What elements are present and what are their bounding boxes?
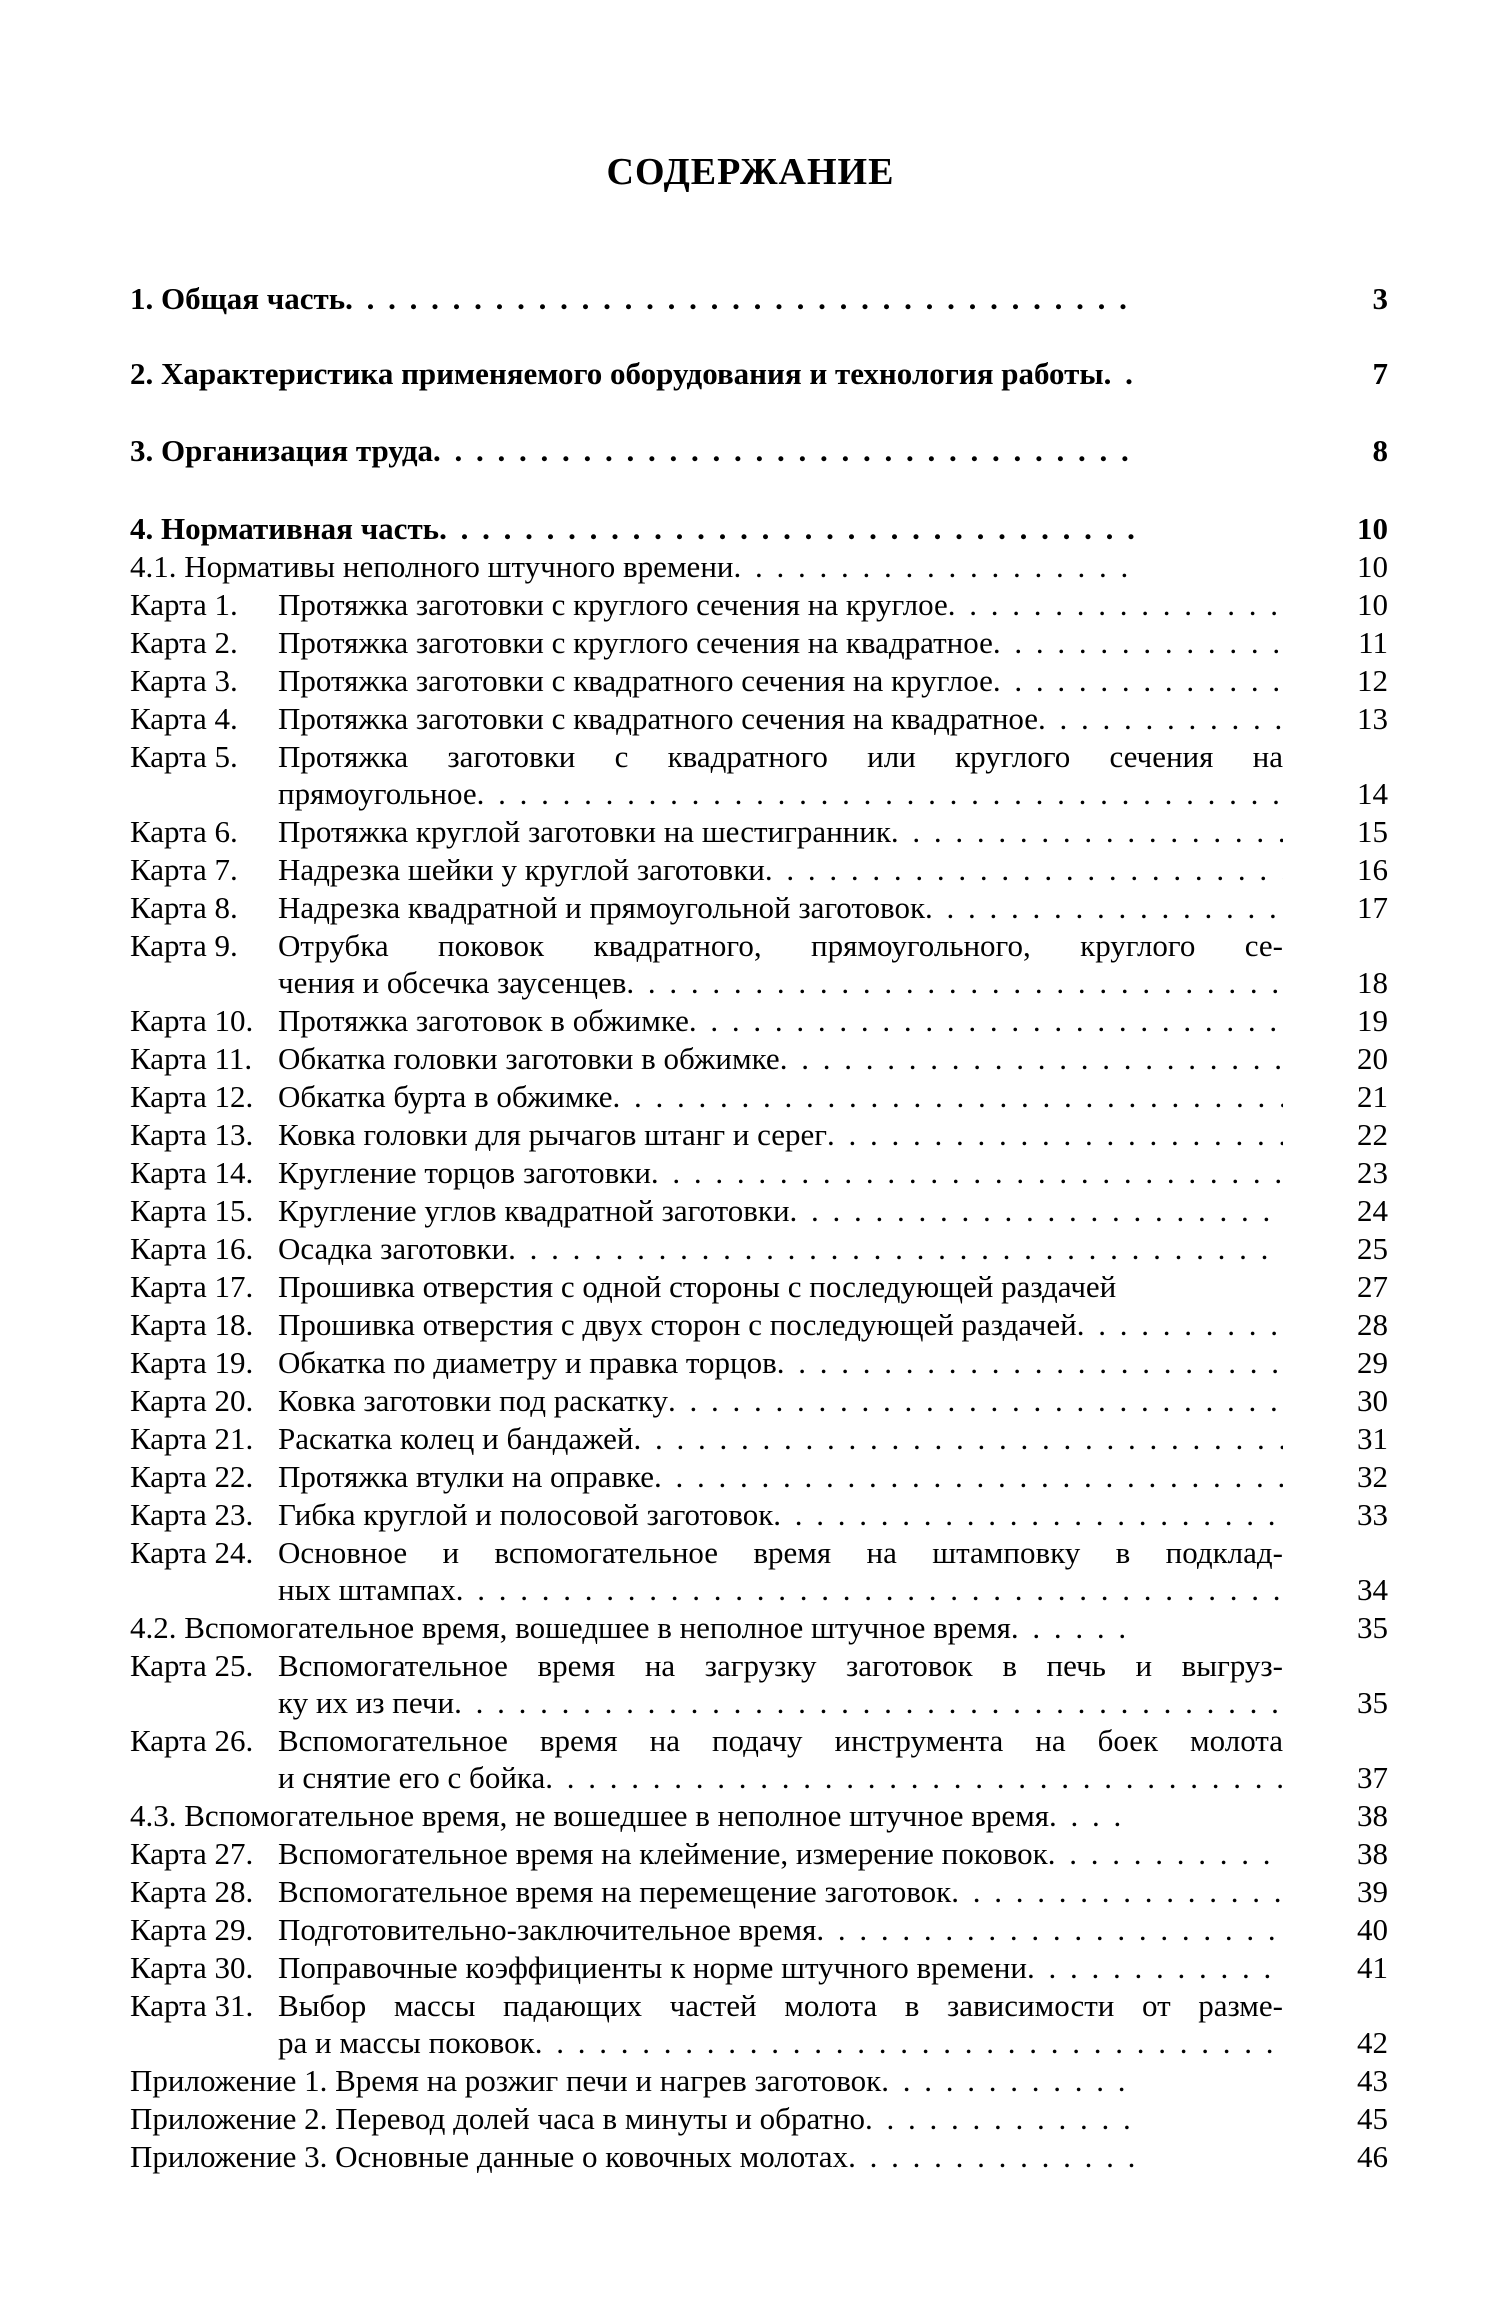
- toc-entry-text: [130, 355, 1135, 392]
- toc-entry-label: Карта 16.: [130, 1231, 254, 1266]
- dot-leader: [456, 1571, 1283, 1608]
- dot-leader: [508, 1230, 1283, 1267]
- dot-leader: [777, 1344, 1283, 1381]
- toc-entry: [130, 280, 1388, 317]
- toc-entry-title: 4. Нормативная часть: [130, 511, 440, 546]
- toc-entry-text: [278, 851, 1283, 888]
- toc-entry-title: Надрезка квадратной и прямоугольной заготовок: [278, 890, 926, 925]
- toc-entry-text-line-2: ра и массы поковок: [278, 2025, 535, 2060]
- toc-entry-label: Карта 13.: [130, 1117, 254, 1152]
- dot-leader: [1048, 1835, 1283, 1872]
- toc-entry: [130, 1458, 1388, 1495]
- page-number: 10: [1357, 549, 1388, 584]
- toc-entry-title: Прошивка отверстия с одной стороны с последующей раздачей: [278, 1269, 1117, 1304]
- toc-entry-label: Карта 30.: [130, 1950, 254, 1985]
- toc-entry: [130, 1534, 1388, 1608]
- toc-entry-title: Кругление углов квадратной заготовки: [278, 1193, 790, 1228]
- toc-entry-title: 4.3. Вспомогательное время, не вошедшее в неполное штучное время: [130, 1798, 1050, 1833]
- page-number: 40: [1357, 1912, 1388, 1947]
- page-number: 35: [1357, 1610, 1388, 1645]
- toc-entry-text: [278, 1116, 1283, 1153]
- toc-entry-text: [130, 2100, 1135, 2137]
- toc-entry-label: Карта 29.: [130, 1912, 254, 1947]
- page-number: 33: [1357, 1497, 1388, 1532]
- dot-leader: [1027, 1949, 1283, 1986]
- toc-entry-label: Карта 19.: [130, 1345, 254, 1380]
- dot-leader: [773, 1496, 1283, 1533]
- toc-entry-text-line-1: Основное и вспомогательное время на штамповку в подклад-: [278, 1535, 1283, 1570]
- dot-leader: [865, 2100, 1135, 2137]
- toc-entry-text: [278, 1382, 1283, 1419]
- toc-entry-text: [130, 2138, 1135, 2175]
- dot-leader: [1011, 1609, 1135, 1646]
- toc-entry: [130, 813, 1388, 850]
- toc-entry-text: [278, 700, 1283, 737]
- toc-entry-label: Карта 10.: [130, 1003, 254, 1038]
- toc-entry-label: Карта 28.: [130, 1874, 254, 1909]
- toc-entry: [130, 1382, 1388, 1419]
- toc-entry-text: [278, 1458, 1283, 1495]
- toc-entry-text: [278, 1040, 1283, 1077]
- page-number: 28: [1357, 1307, 1388, 1342]
- dot-leader: [613, 1078, 1283, 1115]
- page-number: 22: [1357, 1117, 1388, 1152]
- dot-leader: [790, 1192, 1283, 1229]
- toc-entry-text: [278, 586, 1283, 623]
- toc-entry: [130, 1420, 1388, 1457]
- page-number: 46: [1357, 2139, 1388, 2174]
- toc-entry-label: Карта 6.: [130, 814, 238, 849]
- toc-entry-text: [278, 1154, 1283, 1191]
- page-number: 37: [1357, 1760, 1388, 1795]
- toc-entry-title: Протяжка заготовки с круглого сечения на квадратное: [278, 625, 993, 660]
- page-number: 20: [1357, 1041, 1388, 1076]
- toc-entry-label: Карта 18.: [130, 1307, 254, 1342]
- dot-leader: [477, 775, 1283, 812]
- toc-entry-text: [278, 813, 1283, 850]
- toc-entry: [130, 662, 1388, 699]
- toc-entry-text: [278, 662, 1283, 699]
- toc-entry-text-line-2: прямоугольное: [278, 776, 477, 811]
- toc-entry-text-line-1: Протяжка заготовки с квадратного или круглого сечения на: [278, 739, 1283, 774]
- toc-entry-text-line-1: Отрубка поковок квадратного, прямоугольного, круглого се-: [278, 928, 1283, 963]
- dot-leader: [948, 586, 1283, 623]
- toc-entry-label: Карта 27.: [130, 1836, 254, 1871]
- toc-entry-text: [130, 510, 1135, 547]
- toc-entry-text: [130, 548, 1135, 585]
- toc-entry-label: Карта 31.: [130, 1988, 254, 2023]
- toc-entry: [130, 700, 1388, 737]
- toc-entry-title: 3. Организация труда: [130, 433, 434, 468]
- page-number: 43: [1357, 2063, 1388, 2098]
- page-number: 27: [1357, 1269, 1388, 1304]
- toc-entry-label: Карта 25.: [130, 1648, 254, 1683]
- toc-entry: [130, 1797, 1388, 1834]
- dot-leader: [993, 662, 1283, 699]
- toc-entry-title: Протяжка заготовки с квадратного сечения на круглое: [278, 663, 993, 698]
- dot-leader: [535, 2024, 1283, 2061]
- page-number: 15: [1357, 814, 1388, 849]
- dot-leader: [651, 1154, 1283, 1191]
- toc-entry-title: Приложение 3. Основные данные о ковочных молотах: [130, 2139, 849, 2174]
- toc-entry-title: Подготовительно-заключительное время: [278, 1912, 817, 1947]
- page-number: 3: [1372, 281, 1388, 316]
- page-number: 39: [1357, 1874, 1388, 1909]
- toc-entry-label: Карта 3.: [130, 663, 238, 698]
- toc-entry-label: Карта 12.: [130, 1079, 254, 1114]
- toc-entry-text: [278, 624, 1283, 661]
- dot-leader: [1104, 355, 1135, 392]
- page-number: 12: [1357, 663, 1388, 698]
- toc-entry: [130, 510, 1388, 547]
- toc-entry: [130, 624, 1388, 661]
- dot-leader: [765, 851, 1283, 888]
- toc-entry-text: [278, 1420, 1283, 1457]
- dot-leader: [993, 624, 1283, 661]
- toc-entry-label: Карта 2.: [130, 625, 238, 660]
- toc-entry: [130, 586, 1388, 623]
- toc-entry-title: Протяжка заготовки с квадратного сечения на квадратное: [278, 701, 1039, 736]
- toc-entry-text: [278, 1722, 1283, 1796]
- page-number: 30: [1357, 1383, 1388, 1418]
- toc-entry: [130, 1230, 1388, 1267]
- dot-leader: [734, 548, 1135, 585]
- toc-entry: [130, 1154, 1388, 1191]
- toc-entry: [130, 889, 1388, 926]
- page-number: 32: [1357, 1459, 1388, 1494]
- page-number: 23: [1357, 1155, 1388, 1190]
- toc-entry-text: [278, 1949, 1283, 1986]
- toc-entry-text-line-2: ных штампах: [278, 1572, 456, 1607]
- toc-entry-label: Карта 4.: [130, 701, 238, 736]
- page-title: СОДЕРЖАНИЕ: [606, 151, 895, 193]
- dot-leader: [439, 510, 1135, 547]
- toc-entry-title: 4.1. Нормативы неполного штучного времени: [130, 549, 734, 584]
- toc-entry-text: [278, 927, 1283, 1001]
- toc-entry: [130, 548, 1388, 585]
- toc-entry-text: [278, 1873, 1283, 1910]
- toc-entry: [130, 851, 1388, 888]
- toc-entry-title: 2. Характеристика применяемого оборудования и технология работы: [130, 356, 1104, 391]
- toc-entry-text: [278, 1268, 1283, 1305]
- toc-entry-title: 4.2. Вспомогательное время, вошедшее в неполное штучное время: [130, 1610, 1011, 1645]
- toc-entry-title: Обкатка бурта в обжимке: [278, 1079, 613, 1114]
- dot-leader: [633, 1420, 1283, 1457]
- toc-entry-label: Карта 11.: [130, 1041, 253, 1076]
- dot-leader: [626, 964, 1283, 1001]
- toc-entry-label: Карта 21.: [130, 1421, 254, 1456]
- page-number: 10: [1357, 511, 1388, 546]
- toc-entry-text: [130, 1797, 1135, 1834]
- toc-entry-label: Карта 1.: [130, 587, 238, 622]
- toc-entry-label: Карта 26.: [130, 1723, 254, 1758]
- toc-entry: [130, 738, 1388, 812]
- toc-entry: [130, 1647, 1388, 1721]
- toc-entry-label: Карта 23.: [130, 1497, 254, 1532]
- page-number: 11: [1358, 625, 1388, 660]
- toc-entry-title: Протяжка заготовки с круглого сечения на круглое: [278, 587, 948, 622]
- toc-entry-text: [130, 432, 1135, 469]
- toc-entry: [130, 2062, 1388, 2099]
- toc-entry: [130, 1949, 1388, 1986]
- toc-entry: [130, 1268, 1388, 1305]
- toc-entry-title: Приложение 2. Перевод долей часа в минуты и обратно: [130, 2101, 866, 2136]
- dot-leader: [780, 1040, 1283, 1077]
- toc-entry-title: Приложение 1. Время на розжиг печи и нагрев заготовок: [130, 2063, 882, 2098]
- toc-entry-text: [278, 1534, 1283, 1608]
- toc-entry-text: [130, 280, 1135, 317]
- toc-entry-text: [278, 1987, 1283, 2061]
- toc-entry-text: [130, 1609, 1135, 1646]
- toc-entry-label: Карта 15.: [130, 1193, 254, 1228]
- page-number: 29: [1357, 1345, 1388, 1380]
- dot-leader: [881, 2062, 1135, 2099]
- page-number: 21: [1357, 1079, 1388, 1114]
- dot-leader: [816, 1911, 1283, 1948]
- toc-entry-title: Осадка заготовки: [278, 1231, 509, 1266]
- page-number: 34: [1357, 1572, 1388, 1607]
- toc-entry-text: [278, 1192, 1283, 1229]
- page-number: 17: [1357, 890, 1388, 925]
- toc-entry-text: [278, 1647, 1283, 1721]
- toc-entry-title: Ковка головки для рычагов штанг и серег: [278, 1117, 827, 1152]
- dot-leader: [433, 432, 1135, 469]
- dot-leader: [1049, 1797, 1135, 1834]
- toc-entry: [130, 2100, 1388, 2137]
- dot-leader: [1077, 1306, 1283, 1343]
- page-number: 24: [1357, 1193, 1388, 1228]
- toc-entry-text: [278, 738, 1283, 812]
- toc-entry-title: Обкатка по диаметру и правка торцов: [278, 1345, 777, 1380]
- toc-entry-label: Карта 17.: [130, 1269, 254, 1304]
- toc-entry-text-line-2: и снятие его с бойка: [278, 1760, 546, 1795]
- toc-entry-label: Карта 8.: [130, 890, 238, 925]
- toc-entry-text: [278, 1835, 1283, 1872]
- toc-entry-title: Вспомогательное время на клеймение, измерение поковок: [278, 1836, 1048, 1871]
- page-number: 38: [1357, 1798, 1388, 1833]
- toc-entry-title: Гибка круглой и полосовой заготовок: [278, 1497, 774, 1532]
- page-number: 16: [1357, 852, 1388, 887]
- toc-entry-title: Прошивка отверстия с двух сторон с последующей раздачей: [278, 1307, 1077, 1342]
- toc-entry-text: [278, 1496, 1283, 1533]
- toc-entry-text: [130, 2062, 1135, 2099]
- page-number: 38: [1357, 1836, 1388, 1871]
- page-number: 25: [1357, 1231, 1388, 1266]
- page-number: 7: [1372, 356, 1388, 391]
- toc-entry: [130, 1722, 1388, 1796]
- toc-entry-text: [278, 889, 1283, 926]
- dot-leader: [951, 1873, 1283, 1910]
- toc-entry-label: Карта 9.: [130, 928, 238, 963]
- toc-entry-label: Карта 20.: [130, 1383, 254, 1418]
- toc-entry-title: Обкатка головки заготовки в обжимке: [278, 1041, 780, 1076]
- toc-entry-text-line-2: ку их из печи: [278, 1685, 455, 1720]
- toc-entry-title: Вспомогательное время на перемещение заготовок: [278, 1874, 952, 1909]
- toc-entry-text-line-1: Вспомогательное время на загрузку заготовок в печь и выгруз-: [278, 1648, 1283, 1683]
- toc-entry-text: [278, 1078, 1283, 1115]
- toc-entry: [130, 1040, 1388, 1077]
- dot-leader: [848, 2138, 1135, 2175]
- toc-entry: [130, 1835, 1388, 1872]
- toc-entry: [130, 1192, 1388, 1229]
- toc-entry-text: [278, 1344, 1283, 1381]
- toc-entry-title: Раскатка колец и бандажей: [278, 1421, 634, 1456]
- page-number: 41: [1357, 1950, 1388, 1985]
- page-number: 31: [1357, 1421, 1388, 1456]
- toc-entry-title: Кругление торцов заготовки: [278, 1155, 651, 1190]
- toc-entry-title: Поправочные коэффициенты к норме штучного времени: [278, 1950, 1027, 1985]
- toc-entry: [130, 1344, 1388, 1381]
- toc-entry: [130, 1078, 1388, 1115]
- toc-entry: [130, 927, 1388, 1001]
- toc-entry: [130, 432, 1388, 469]
- toc-entry-title: Протяжка круглой заготовки на шестигранник: [278, 814, 891, 849]
- toc-entry-text: [278, 1002, 1283, 1039]
- dot-leader: [689, 1002, 1283, 1039]
- dot-leader: [827, 1116, 1283, 1153]
- page-number: 42: [1357, 2025, 1388, 2060]
- dot-leader: [454, 1684, 1283, 1721]
- dot-leader: [1038, 700, 1283, 737]
- dot-leader: [668, 1382, 1283, 1419]
- page-number: 14: [1357, 776, 1388, 811]
- toc-entry-title: 1. Общая часть: [130, 281, 346, 316]
- toc-entry-title: Протяжка втулки на оправке: [278, 1459, 655, 1494]
- page-number: 19: [1357, 1003, 1388, 1038]
- page-number: 18: [1357, 965, 1388, 1000]
- dot-leader: [925, 889, 1283, 926]
- toc-entry: [130, 355, 1388, 392]
- toc-entry-label: Карта 14.: [130, 1155, 254, 1190]
- dot-leader: [891, 813, 1283, 850]
- toc-entry: [130, 1873, 1388, 1910]
- toc-entry-title: Протяжка заготовок в обжимке: [278, 1003, 689, 1038]
- toc-entry-title: Ковка заготовки под раскатку: [278, 1383, 669, 1418]
- toc-entry-label: Карта 22.: [130, 1459, 254, 1494]
- toc-entry-text: [278, 1306, 1283, 1343]
- dot-leader: [345, 280, 1135, 317]
- toc-entry-label: Карта 5.: [130, 739, 238, 774]
- page-number: 8: [1372, 433, 1388, 468]
- toc-entry-label: Карта 7.: [130, 852, 238, 887]
- toc-entry: [130, 1306, 1388, 1343]
- toc-entry-text-line-1: Выбор массы падающих частей молота в зависимости от разме-: [278, 1988, 1283, 2023]
- toc-entry: [130, 1116, 1388, 1153]
- toc-entry-text-line-1: Вспомогательное время на подачу инструмента на боек молота: [278, 1723, 1283, 1758]
- toc-entry-text: [278, 1230, 1283, 1267]
- toc-entry: [130, 1911, 1388, 1948]
- toc-entry: [130, 1609, 1388, 1646]
- page-number: 10: [1357, 587, 1388, 622]
- toc-entry-title: Надрезка шейки у круглой заготовки: [278, 852, 765, 887]
- dot-leader: [545, 1759, 1283, 1796]
- toc-entry: [130, 2138, 1388, 2175]
- toc-entry-text-line-2: чения и обсечка заусенцев: [278, 965, 627, 1000]
- toc-entry-text: [278, 1911, 1283, 1948]
- toc-entry: [130, 1002, 1388, 1039]
- toc-entry-label: Карта 24.: [130, 1535, 254, 1570]
- toc-entry: [130, 1496, 1388, 1533]
- toc-entry: [130, 1987, 1388, 2061]
- page-number: 13: [1357, 701, 1388, 736]
- dot-leader: [654, 1458, 1283, 1495]
- page-number: 35: [1357, 1685, 1388, 1720]
- page-number: 45: [1357, 2101, 1388, 2136]
